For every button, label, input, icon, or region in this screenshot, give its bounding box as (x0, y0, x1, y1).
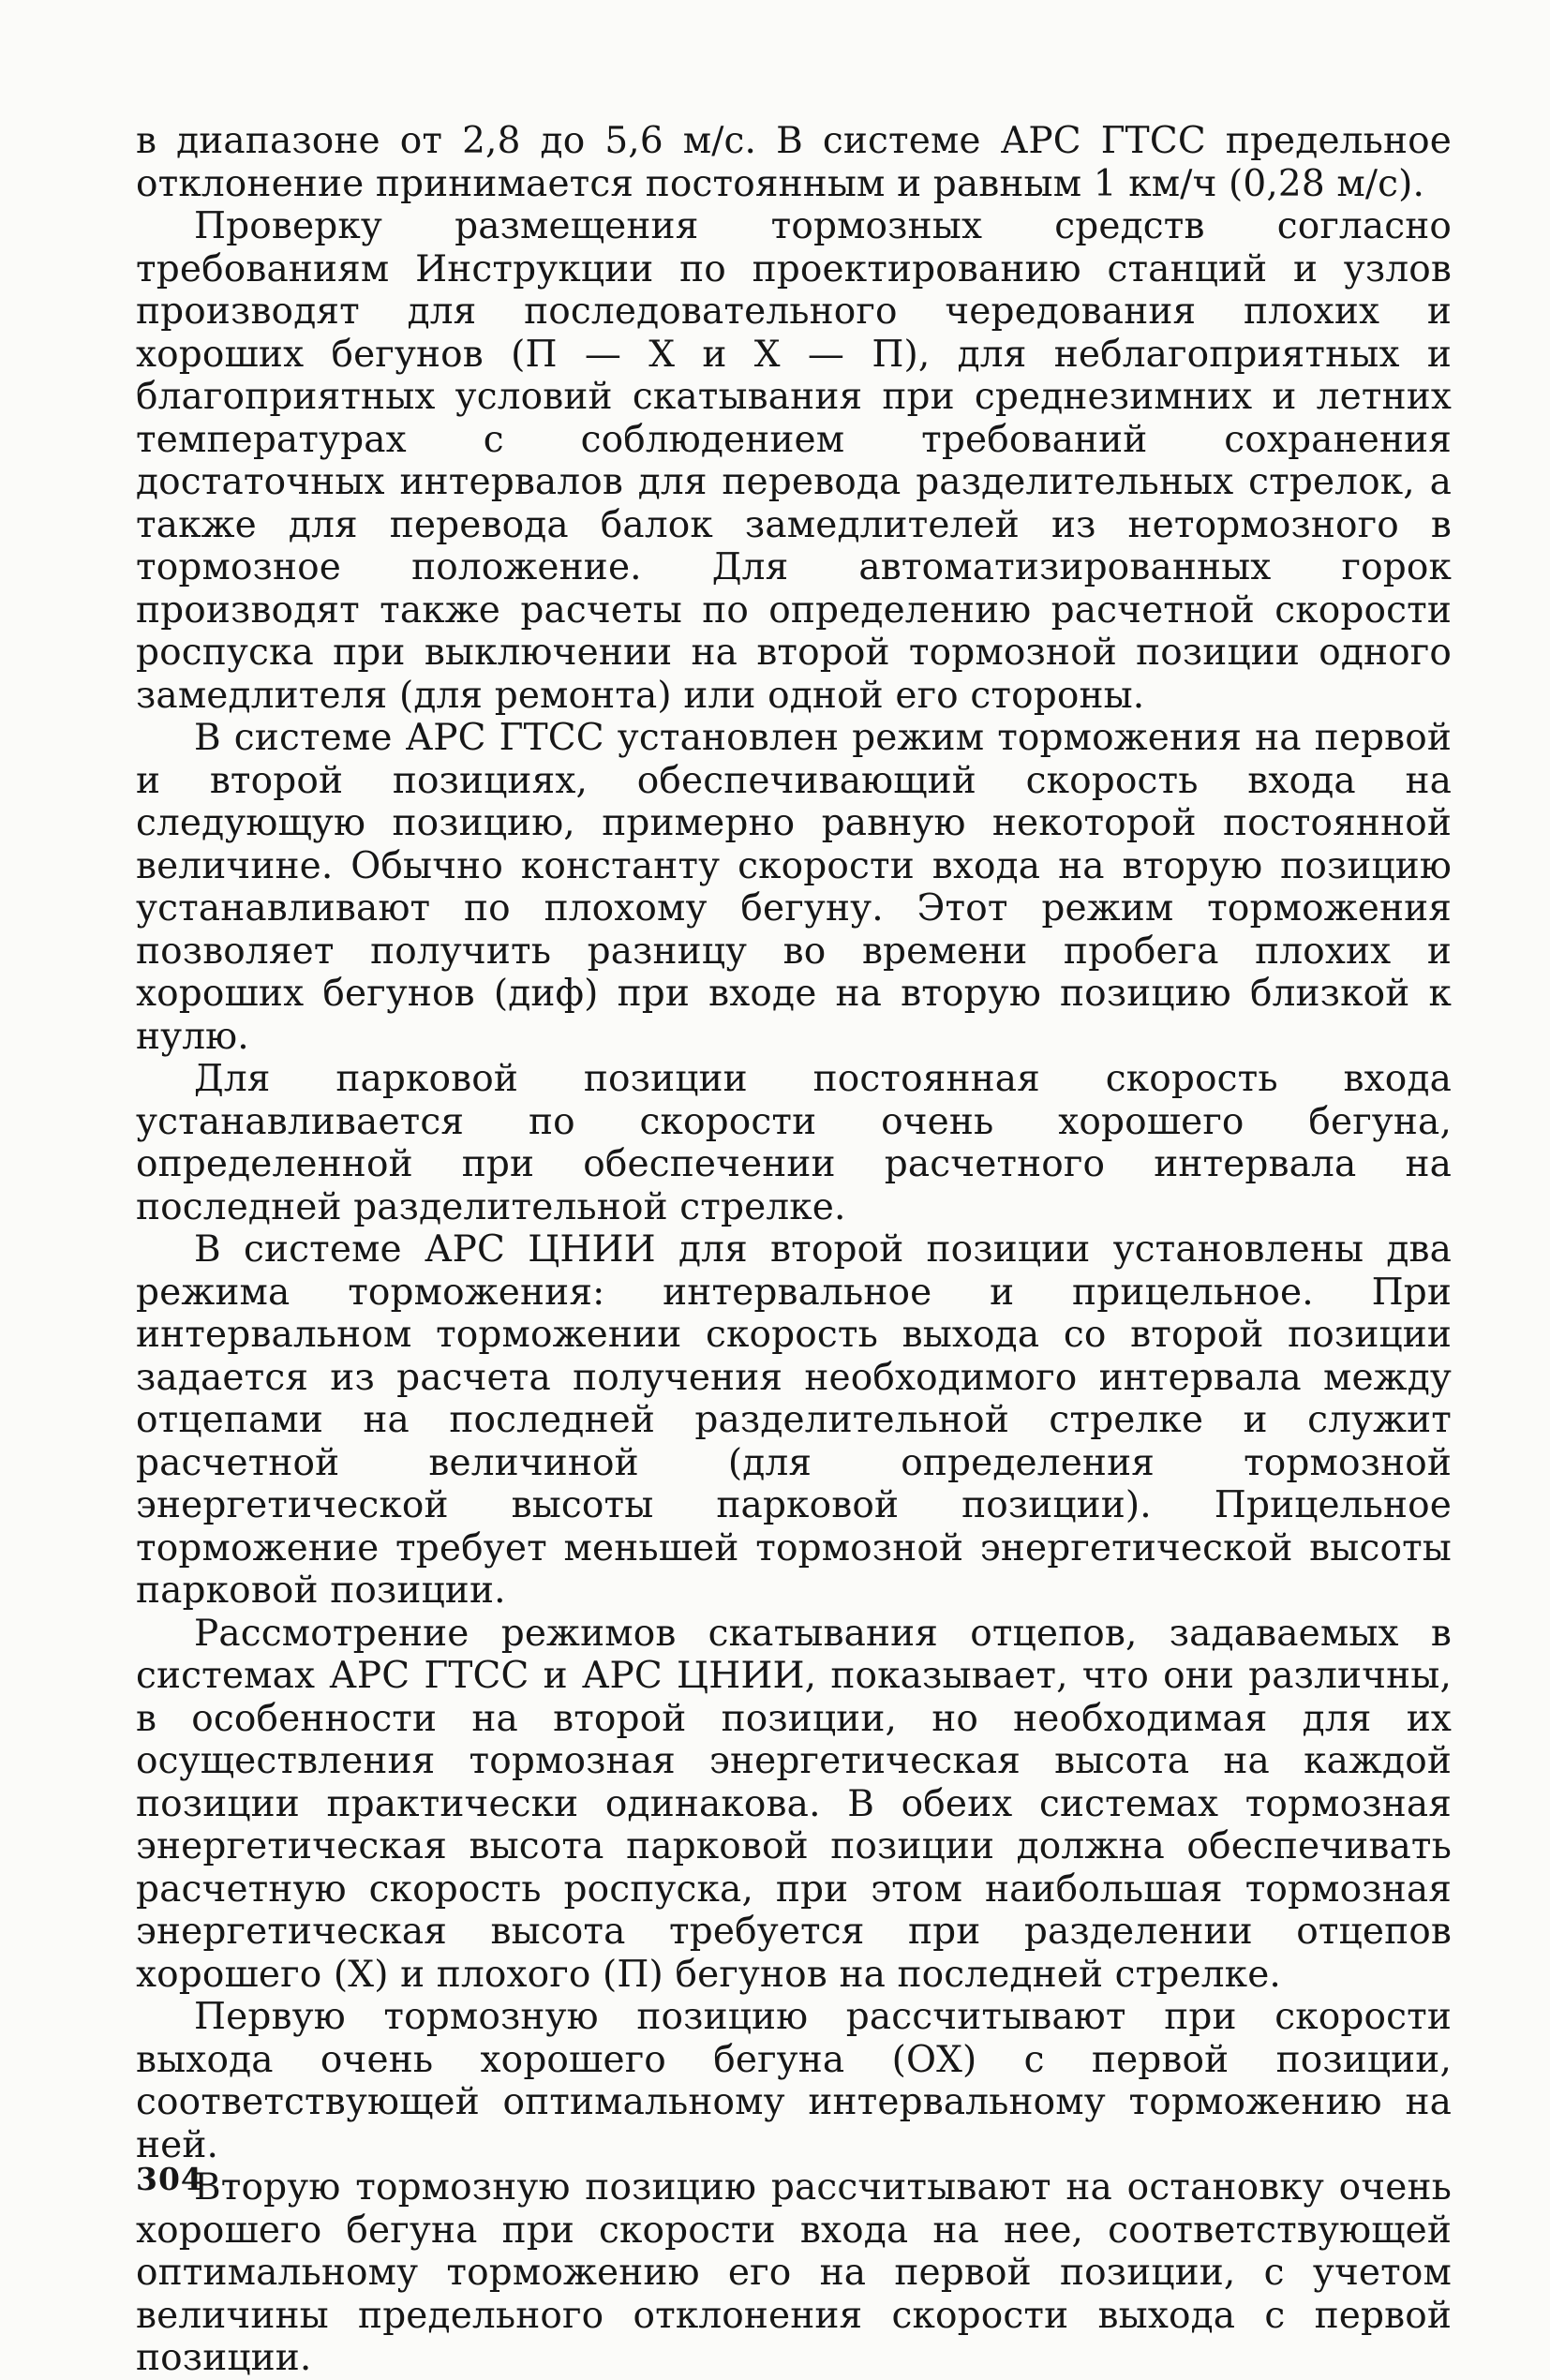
paragraph-1: в диапазоне от 2,8 до 5,6 м/с. В системе АРС ГТСС предельное отклонение принимается постоянным и равным 1 км/ч (0,28 м/с). (136, 120, 1452, 205)
page-number: 304 (136, 2161, 203, 2197)
paragraph-4: Для парковой позиции постоянная скорость входа устанавливается по скорости очень хорошего бегуна, определенной при обеспечении расчетного интервала на последней разделительной стрелке. (136, 1058, 1452, 1228)
paragraph-8: Вторую тормозную позицию рассчитывают на остановку очень хорошего бегуна при скорости входа на нее, соответствующей оптимальному торможению его на первой позиции, с учетом величины предельного отклонения скорости выхода с первой позиции. (136, 2166, 1452, 2379)
paragraph-5: В системе АРС ЦНИИ для второй позиции установлены два режима торможения: интервальное и прицельное. При интервальном торможении скорость выхода со второй позиции задается из расчета получения необходимого интервала между отцепами на последней разделительной стрелке и служит расчетной величиной (для определения тормозной энергетической высоты парковой позиции). Прицельное торможение требует меньшей тормозной энергетической высоты парковой позиции. (136, 1228, 1452, 1612)
paragraph-2: Проверку размещения тормозных средств согласно требованиям Инструкции по проектированию станций и узлов производят для последовательного чередования плохих и хороших бегунов (П — Х и Х — П), для неблагоприятных и благоприятных условий скатывания при среднезимних и летних температурах с соблюдением требований сохранения достаточных интервалов для перевода разделительных стрелок, а также для перевода балок замедлителей из нетормозного в тормозное положение. Для автоматизированных горок производят также расчеты по определению расчетной скорости роспуска при выключении на второй тормозной позиции одного замедлителя (для ремонта) или одной его стороны. (136, 205, 1452, 717)
paragraph-7: Первую тормозную позицию рассчитывают при скорости выхода очень хорошего бегуна (ОХ) с первой позиции, соответствующей оптимальному интервальному торможению на ней. (136, 1996, 1452, 2166)
paragraph-6: Рассмотрение режимов скатывания отцепов, задаваемых в системах АРС ГТСС и АРС ЦНИИ, показывает, что они различны, в особенности на второй позиции, но необходимая для их осуществления тормозная энергетическая высота на каждой позиции практически одинакова. В обеих системах тормозная энергетическая высота парковой позиции должна обеспечивать расчетную скорость роспуска, при этом наибольшая тормозная энергетическая высота требуется при разделении отцепов хорошего (Х) и плохого (П) бегунов на последней стрелке. (136, 1612, 1452, 1996)
page-body-text (136, 120, 1452, 2380)
paragraph-3: В системе АРС ГТСС установлен режим торможения на первой и второй позициях, обеспечивающий скорость входа на следующую позицию, примерно равную некоторой постоянной величине. Обычно константу скорости входа на вторую позицию устанавливают по плохому бегуну. Этот режим торможения позволяет получить разницу во времени пробега плохих и хороших бегунов (диф) при входе на вторую позицию близкой к нулю. (136, 717, 1452, 1058)
